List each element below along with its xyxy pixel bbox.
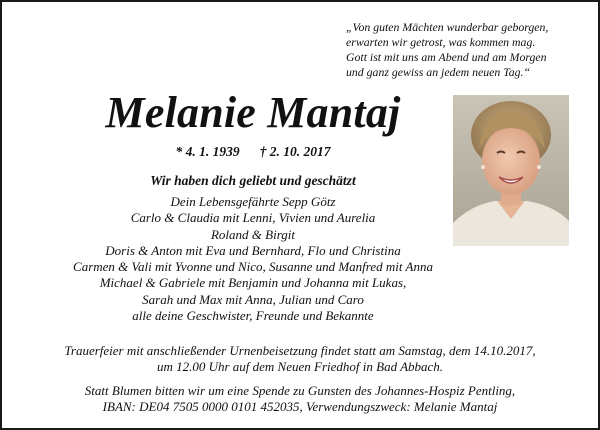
service-line: Trauerfeier mit anschließender Urnenbeisetzung findet statt am Samstag, dem 14.10.2017, <box>64 343 536 358</box>
service-line: um 12.00 Uhr auf dem Neuen Friedhof in Bad Abbach. <box>156 359 444 375</box>
mourner-line: Doris & Anton mit Eva und Bernhard, Flo und Christina <box>105 242 401 258</box>
mourning-headline: Wir haben dich geliebt und geschätzt <box>150 173 356 188</box>
mourners-list <box>2 194 504 324</box>
mourner-line: Carmen & Vali mit Yvonne und Nico, Susanne und Manfred mit Anna <box>73 259 433 275</box>
deceased-name: Melanie Mantaj <box>105 88 401 137</box>
life-dates <box>2 144 504 160</box>
portrait-illustration <box>453 95 569 246</box>
quote-line: erwarten wir getrost, was kommen mag. <box>346 35 536 49</box>
mourner-line: Dein Lebensgefährte Sepp Götz <box>170 194 336 209</box>
service-info <box>2 343 598 376</box>
quote-block <box>346 20 591 80</box>
donation-info <box>2 383 598 416</box>
birth-date: * 4. 1. 1939 <box>175 144 240 159</box>
mourner-line: alle deine Geschwister, Freunde und Bekannte <box>132 308 374 324</box>
death-date: † 2. 10. 2017 <box>259 144 331 159</box>
mourner-line: Carlo & Claudia mit Lenni, Vivien und Aurelia <box>130 210 376 226</box>
quote-line: und ganz gewiss an jedem neuen Tag.“ <box>346 65 531 79</box>
mourner-line: Michael & Gabriele mit Benjamin und Johanna mit Lukas, <box>99 275 407 291</box>
quote-line: „Von guten Mächten wunderbar geborgen, <box>346 20 549 34</box>
donation-line: Statt Blumen bitten wir um eine Spende zu Gunsten des Johannes-Hospiz Pentling, <box>84 383 516 398</box>
mourner-line: Roland & Birgit <box>210 226 296 242</box>
mourner-line: Sarah und Max mit Anna, Julian und Caro <box>142 291 364 307</box>
quote-line: Gott ist mit uns am Abend und am Morgen <box>346 50 547 64</box>
portrait-photo <box>453 95 569 246</box>
donation-line: IBAN: DE04 7505 0000 0101 452035, Verwendungszweck: Melanie Mantaj <box>102 399 498 415</box>
